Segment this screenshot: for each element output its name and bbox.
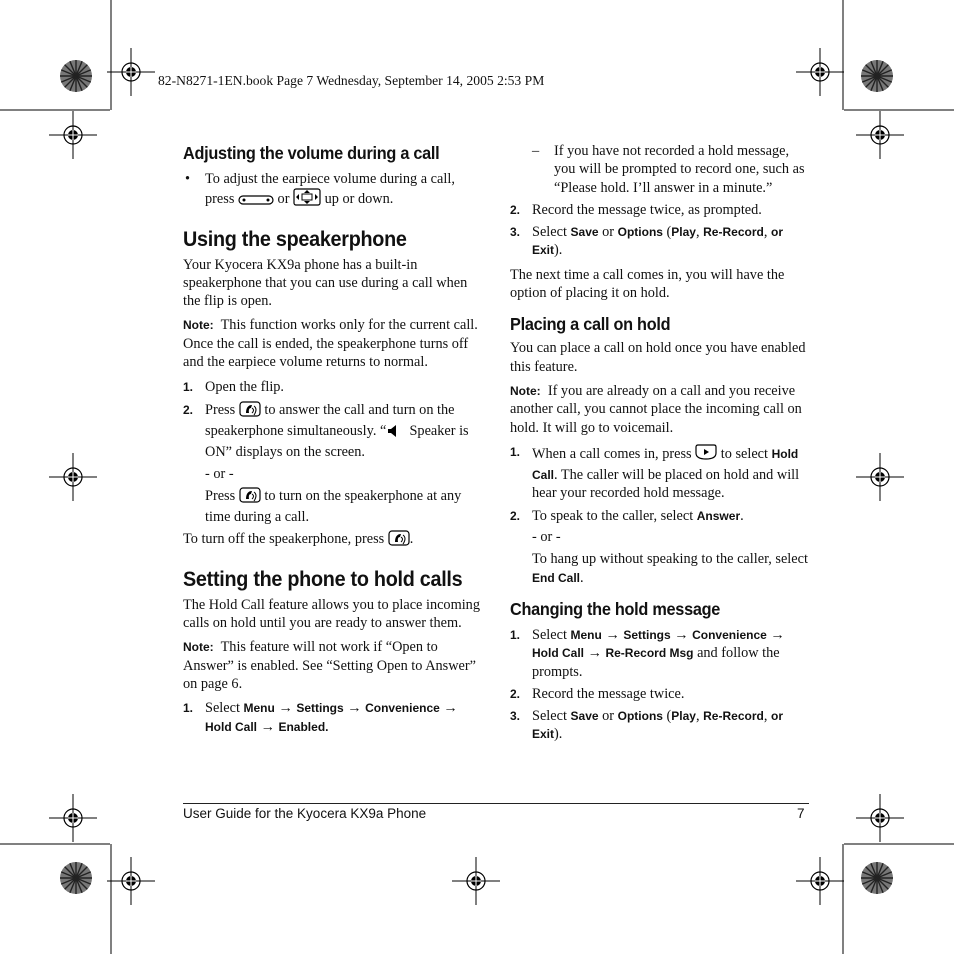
speakerphone-note: Note: This function works only for the current call. Once the call is ended, the speakerphone turns off and the earpiece volume returns to normal.	[183, 317, 478, 371]
step-record-message: 2. Record the message twice.	[510, 685, 685, 702]
page-number: 7	[797, 806, 805, 821]
step-select-save-2: 3. Select Save or Options (Play, Re-Record, or Exit).	[510, 708, 783, 743]
step-record-twice: 2. Record the message twice, as prompted.	[510, 201, 762, 218]
speakerphone-intro: Your Kyocera KX9a phone has a built-in speakerphone that you can use during a call when the flip is open.	[183, 256, 468, 310]
send-talk-key-icon	[239, 401, 261, 422]
footer-title: User Guide for the Kyocera KX9a Phone	[183, 806, 427, 821]
print-slug: 82-N8271-1EN.book Page 7 Wednesday, September 14, 2005 2:53 PM	[158, 73, 545, 88]
turn-off-speakerphone: To turn off the speakerphone, press .	[183, 530, 483, 551]
hold-note: Note: This feature will not work if “Open to Answer” is enabled. See “Setting Open to Answer” on page 6.	[183, 639, 477, 692]
step-select-save: 3. Select Save or Options (Play, Re-Record, or Exit).	[510, 224, 783, 259]
placing-intro: You can place a call on hold once you have enabled this feature.	[510, 340, 806, 375]
step-open-flip: 1. Open the flip.	[183, 379, 285, 396]
navigation-key-icon	[293, 188, 321, 211]
heading-using-speakerphone: Using the speakerphone	[183, 226, 407, 251]
step-enable-hold: 1. Select Menu → Settings → Convenience → Hold Call → Enabled.	[183, 700, 458, 735]
dash-note-record: – If you have not recorded a hold message, you will be prompted to record one, such as “Please hold. I’ll answer in a minute.”	[532, 143, 805, 196]
send-talk-key-icon	[388, 530, 410, 551]
bullet-icon: •	[185, 171, 191, 187]
send-talk-key-icon	[239, 487, 261, 508]
side-volume-key-icon	[238, 193, 274, 211]
right-column	[510, 142, 810, 744]
heading-placing-hold: Placing a call on hold	[510, 314, 671, 335]
heading-setting-hold: Setting the phone to hold calls	[183, 566, 463, 591]
step-menu-rerecord: 1. Select Menu → Settings → Convenience → Hold Call → Re-Record Msg and follow the prompts.	[510, 626, 785, 680]
footer-rule	[183, 803, 809, 804]
heading-adjusting-volume: Adjusting the volume during a call	[183, 143, 440, 163]
placing-note: Note: If you are already on a call and you receive another call, you cannot place the incoming call on hold. It will go to voicemail.	[510, 382, 802, 436]
hold-intro: The Hold Call feature allows you to place incoming calls on hold until you are ready to answer them.	[183, 596, 480, 632]
left-softkey-icon	[695, 443, 717, 466]
speaker-icon	[386, 424, 402, 443]
step-press-left-softkey: 1. When a call comes in, press to select Hold Call. The caller will be placed on hold and will hear your recorded hold message.	[510, 444, 800, 502]
left-column	[183, 142, 483, 736]
step-press-speaker: 2. Press to answer the call and turn on the speakerphone simultaneously. “ Speaker is ON” displays on the screen. - or - Press to turn on the speakerphone at any time during a call.	[183, 401, 469, 526]
next-time-text: The next time a call comes in, you will have the option of placing it on hold.	[510, 266, 785, 302]
step-answer: 2. To speak to the caller, select Answer. - or - To hang up without speaking to the caller, select End Call.	[510, 507, 808, 586]
heading-changing-message: Changing the hold message	[510, 598, 721, 619]
bullet-volume: • To adjust the earpiece volume during a call, press or up or down.	[183, 170, 483, 212]
